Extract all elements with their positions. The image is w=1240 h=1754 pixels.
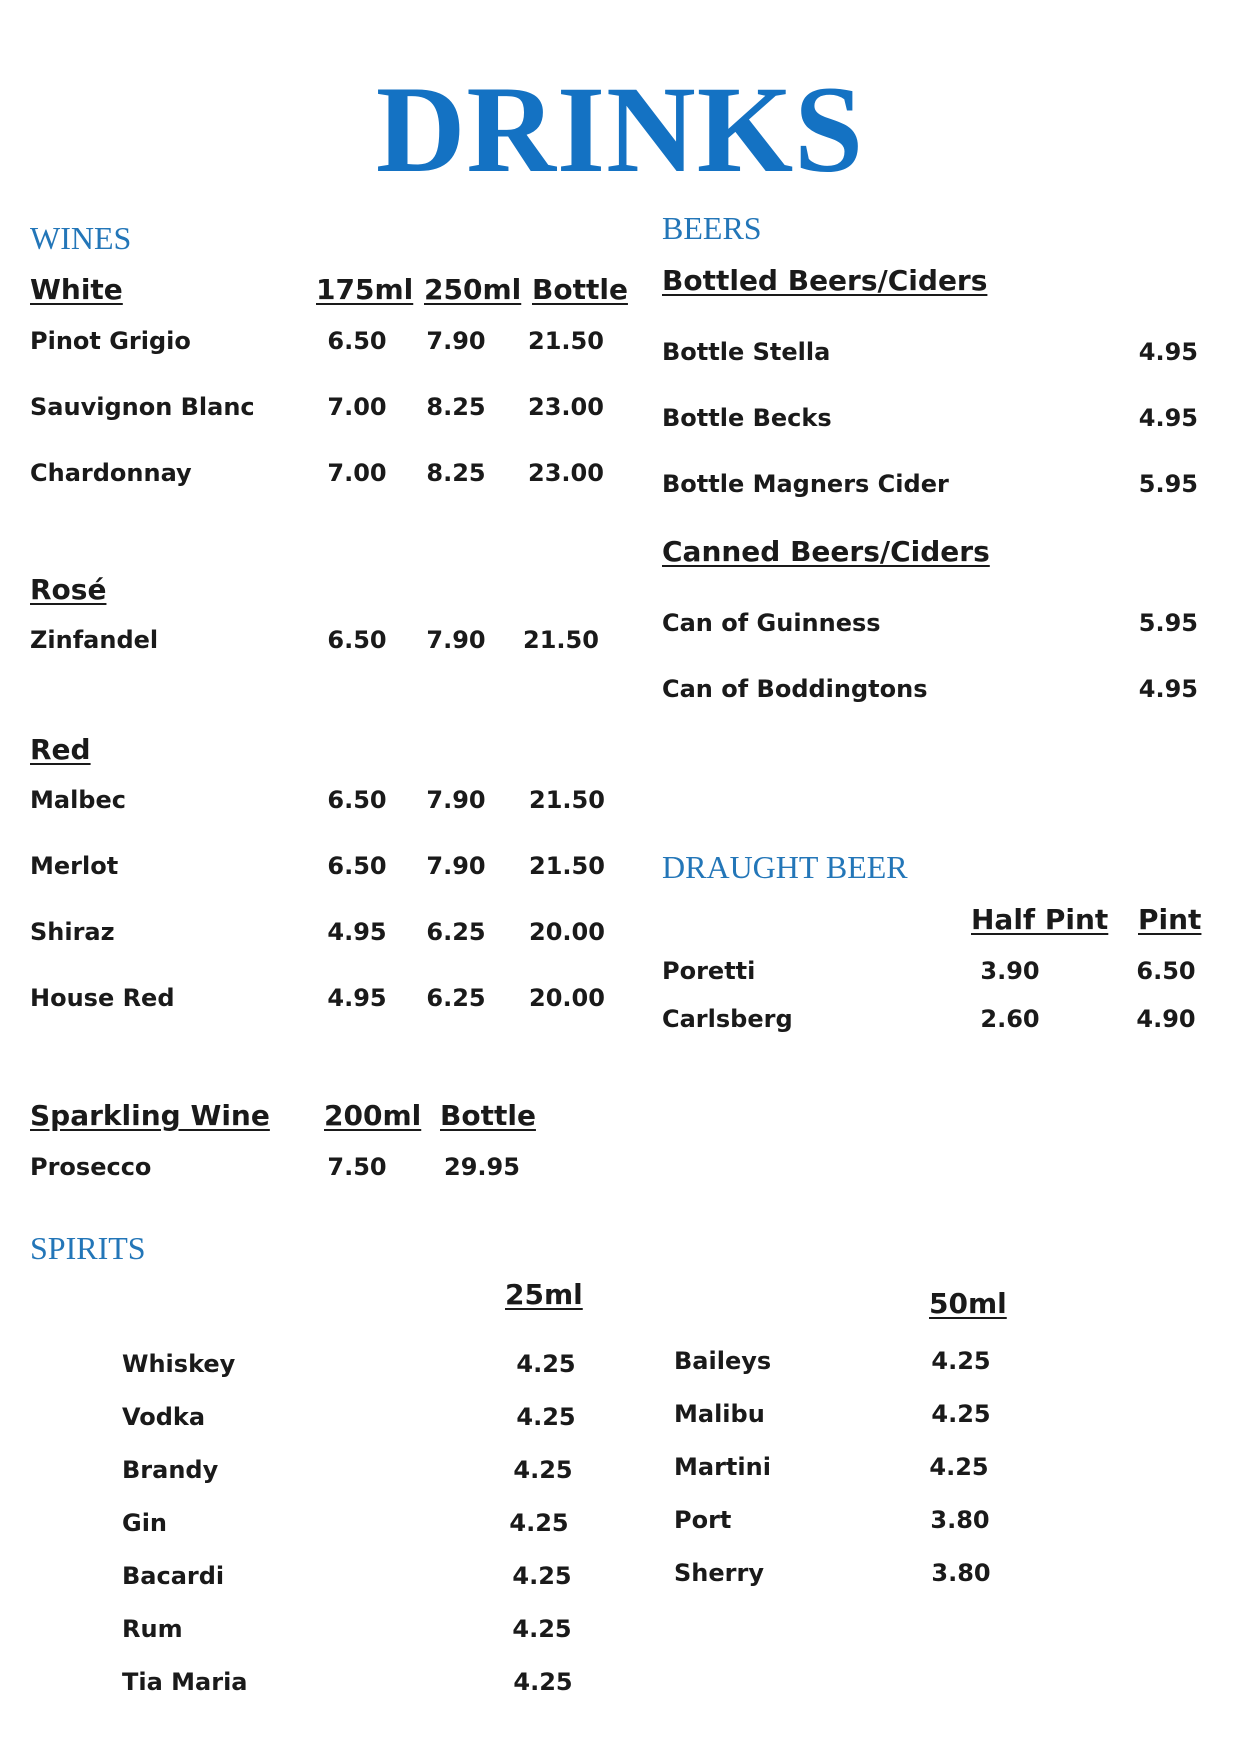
sparkling-col-200ml: 200ml	[324, 1099, 422, 1132]
wine-price-250ml: 8.25	[426, 393, 486, 421]
draught-price-half: 3.90	[980, 957, 1040, 985]
spirit-item-name: Rum	[122, 1615, 183, 1643]
spirits-heading: SPIRITS	[30, 1230, 146, 1266]
white-wine-subheading: White	[30, 273, 123, 306]
wine-price-200ml: 7.50	[327, 1153, 387, 1181]
beer-item-name: Bottle Magners Cider	[662, 470, 949, 498]
beer-item-name: Bottle Stella	[662, 338, 831, 366]
beer-price: 4.95	[1138, 404, 1198, 432]
beer-price: 4.95	[1138, 675, 1198, 703]
spirit-price: 3.80	[931, 1559, 991, 1587]
wine-price-250ml: 7.90	[426, 786, 486, 814]
wine-price-250ml: 6.25	[426, 984, 486, 1012]
spirit-item-name: Martini	[674, 1453, 771, 1481]
wine-price-250ml: 6.25	[426, 918, 486, 946]
sparkling-wine-subheading: Sparkling Wine	[30, 1099, 270, 1132]
red-wine-subheading: Red	[30, 733, 91, 766]
spirit-item-name: Port	[674, 1506, 732, 1534]
wine-price-175ml: 6.50	[327, 852, 387, 880]
wines-heading: WINES	[30, 220, 132, 256]
spirit-item-name: Brandy	[122, 1456, 219, 1484]
spirit-price: 4.25	[513, 1668, 573, 1696]
white-col-bottle: Bottle	[532, 273, 628, 306]
wine-price-bottle: 23.00	[528, 393, 604, 421]
wine-price-bottle: 21.50	[528, 327, 604, 355]
page-title: DRINKS	[375, 61, 865, 198]
spirit-item-name: Gin	[122, 1509, 168, 1537]
beer-price: 5.95	[1138, 609, 1198, 637]
wine-price-bottle: 21.50	[529, 852, 605, 880]
beers-heading: BEERS	[662, 210, 762, 246]
bottled-beers-subheading: Bottled Beers/Ciders	[662, 264, 988, 297]
spirit-price: 4.25	[512, 1615, 572, 1643]
draught-item-name: Poretti	[662, 957, 756, 985]
wine-price-250ml: 7.90	[426, 327, 486, 355]
draught-price-pint: 4.90	[1136, 1005, 1196, 1033]
wine-price-175ml: 7.00	[327, 459, 387, 487]
spirit-price: 4.25	[516, 1403, 576, 1431]
spirit-price: 4.25	[516, 1350, 576, 1378]
wine-item-name: Shiraz	[30, 918, 115, 946]
wine-price-250ml: 8.25	[426, 459, 486, 487]
spirit-item-name: Baileys	[674, 1347, 772, 1375]
spirit-price: 3.80	[930, 1506, 990, 1534]
wine-price-175ml: 4.95	[327, 918, 387, 946]
spirit-item-name: Bacardi	[122, 1562, 225, 1590]
wine-item-name: Prosecco	[30, 1153, 152, 1181]
draught-col-half-pint: Half Pint	[971, 903, 1109, 936]
spirit-price: 4.25	[929, 1453, 989, 1481]
wine-item-name: Pinot Grigio	[30, 327, 191, 355]
wine-item-name: House Red	[30, 984, 175, 1012]
white-col-175ml: 175ml	[316, 273, 414, 306]
beer-price: 5.95	[1138, 470, 1198, 498]
wine-item-name: Merlot	[30, 852, 119, 880]
beer-item-name: Bottle Becks	[662, 404, 832, 432]
spirit-item-name: Vodka	[122, 1403, 206, 1431]
spirit-item-name: Whiskey	[122, 1350, 236, 1378]
draught-beer-heading: DRAUGHT BEER	[662, 849, 908, 885]
wine-price-175ml: 6.50	[327, 786, 387, 814]
wine-price-175ml: 4.95	[327, 984, 387, 1012]
wine-price-bottle: 23.00	[528, 459, 604, 487]
spirit-item-name: Sherry	[674, 1559, 764, 1587]
wine-price-175ml: 6.50	[327, 327, 387, 355]
spirit-item-name: Tia Maria	[122, 1668, 248, 1696]
wine-price-250ml: 7.90	[426, 852, 486, 880]
wine-price-175ml: 7.00	[327, 393, 387, 421]
spirit-price: 4.25	[509, 1509, 569, 1537]
white-col-250ml: 250ml	[424, 273, 522, 306]
draught-price-half: 2.60	[980, 1005, 1040, 1033]
sparkling-col-bottle: Bottle	[440, 1099, 536, 1132]
spirit-price: 4.25	[931, 1400, 991, 1428]
canned-beers-subheading: Canned Beers/Ciders	[662, 535, 990, 568]
spirit-price: 4.25	[931, 1347, 991, 1375]
wine-price-bottle: 21.50	[523, 626, 599, 654]
wine-price-bottle: 21.50	[529, 786, 605, 814]
wine-price-bottle: 29.95	[444, 1153, 520, 1181]
wine-price-175ml: 6.50	[327, 626, 387, 654]
spirit-price: 4.25	[513, 1456, 573, 1484]
beer-item-name: Can of Guinness	[662, 609, 881, 637]
spirit-price: 4.25	[512, 1562, 572, 1590]
beer-item-name: Can of Boddingtons	[662, 675, 928, 703]
wine-item-name: Chardonnay	[30, 459, 192, 487]
spirits-col-25ml: 25ml	[505, 1278, 583, 1311]
spirit-item-name: Malibu	[674, 1400, 765, 1428]
wine-item-name: Sauvignon Blanc	[30, 393, 255, 421]
spirits-col-50ml: 50ml	[929, 1287, 1007, 1320]
draught-item-name: Carlsberg	[662, 1005, 793, 1033]
rose-wine-subheading: Rosé	[30, 573, 107, 606]
draught-price-pint: 6.50	[1136, 957, 1196, 985]
wine-item-name: Zinfandel	[30, 626, 159, 654]
wine-price-250ml: 7.90	[426, 626, 486, 654]
wine-item-name: Malbec	[30, 786, 126, 814]
wine-price-bottle: 20.00	[529, 918, 605, 946]
beer-price: 4.95	[1138, 338, 1198, 366]
draught-col-pint: Pint	[1138, 903, 1202, 936]
wine-price-bottle: 20.00	[529, 984, 605, 1012]
